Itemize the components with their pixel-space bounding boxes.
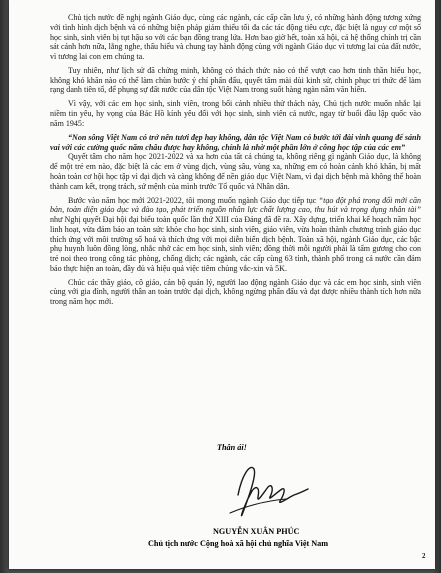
page-number: 2 [422,552,426,560]
signer-title: Chủ tịch nước Cộng hoà xã hội chủ nghĩa Việt Nam [148,539,329,548]
closing-greeting: Thân ái! [217,443,247,452]
document-page [9,0,435,569]
ho-chi-minh-quote: “Non sông Việt Nam có trở nên tươi đẹp hay không, dân tộc Việt Nam có bước tới đài vinh quang để sánh vai với các cường quốc năm châu được hay không, chính là nhờ một phần lớn ở công học tập của các em” [50,132,421,152]
paragraph: Vì vậy, với các em học sinh, sinh viên, trong bối cảnh nhiều thử thách này, Chủ tịch nước muốn nhắc lại niềm tin yêu, hy vọng của Bác Hồ kính yêu đối với học sinh, sinh viên cả nước, ngay từ buổi đầu lập quốc vào năm 1945: [50,99,421,128]
handwritten-signature [224,455,314,527]
paragraph: Quyết tâm cho năm học 2021-2022 và xa hơn của tất cả chúng ta, không riêng gì ngành Giáo dục, là không để một trẻ em nào, đặc biệt là các em ở vùng dịch, vùng sâu, vùng xa, những em có hoàn cảnh khó khăn, bị mất hoàn toàn cơ hội học tập vì đại dịch và càng không để nền giáo dục Việt Nam, vì đại dịch bệnh mà không thể hoàn thành cam kết, trọng trách, sứ mệnh của mình trước Tổ quốc và Nhân dân. [50,152,421,191]
letter-body [50,13,421,311]
signer-name: NGUYỄN XUÂN PHÚC [213,527,300,536]
paragraph-rest: như Nghị quyết Đại hội đại biểu toàn quốc lần thứ XIII của Đảng đã đề ra. Xây dựng, triển khai kế hoạch năm học linh hoạt, vừa đảm bảo an toàn sức khỏe cho học sinh, sinh viên, giáo viên, vừa hoàn thành chương trình giáo dục thích ứng với môi trường số hoá và thích ứng với mọi diễn biến dịch bệnh. Toàn xã hội, ngành Giáo dục, các bậc phụ huynh luôn đồng lòng, nhắc nhở các em học sinh, sinh viên; đồng thời mỗi người phải là tấm gương cho con trẻ noi theo trong công tác phòng, chống dịch; các ngành, các cấp cùng 63 tỉnh, thành phố trong cả nước cần đảm bảo thực hiện an toàn, đầy đủ và hiệu quả việc tiêm chủng vắc-xin và 5K. [50,215,421,273]
paragraph-lead: Bước vào năm học mới 2021-2022, tôi mong muốn ngành Giáo dục tiếp tục [68,195,319,205]
paragraph: Tuy nhiên, như lịch sử đã chứng minh, không có thách thức nào có thể vượt cao hơn tinh thần hiếu học, không khó khăn nào có thể làm chùn bước ý chí phấn đấu, quyết tâm mài dùi kinh sử, chinh phục tri thức để làm rạng danh tiên tổ, để phụng sự đất nước của dân tộc Việt Nam trong suốt hàng ngàn năm văn hiến. [50,65,421,95]
resolution-quote: “tạo đột phá trong đổi mới căn bản, toàn diện giáo dục và đào tạo, phát triển nguồn nhân lực chất lượng cao, thu hút và trọng dụng nhân tài” [50,195,422,215]
paragraph: Chúc các thầy giáo, cô giáo, cán bộ quản lý, người lao động ngành Giáo dục và các em học sinh, sinh viên cùng với gia đình, người thân an toàn trước đại dịch, không ngừng phấn đấu và đạt được nhiều thành tích hơn nữa trong năm học mới. [50,277,421,307]
paragraph: Chủ tịch nước đề nghị ngành Giáo dục, cùng các ngành, các cấp cần lưu ý, có những hành động tương xứng với tình hình dịch bệnh và có những biện pháp giảm thiểu tối đa các tác động tiêu cực, đặc biệt là nguy cơ một số học sinh, sinh viên bị tụt hậu so với các bạn đồng trang lứa. Hơn bao giờ hết, toàn xã hội, cả hệ thống chính trị cần sát cánh hơn nữa, lắng nghe, thấu hiểu và chung tay hành động cùng với ngành Giáo dục vì tương lai của đất nước, vì tương lai con em chúng ta. [50,13,421,61]
paragraph [50,196,421,274]
